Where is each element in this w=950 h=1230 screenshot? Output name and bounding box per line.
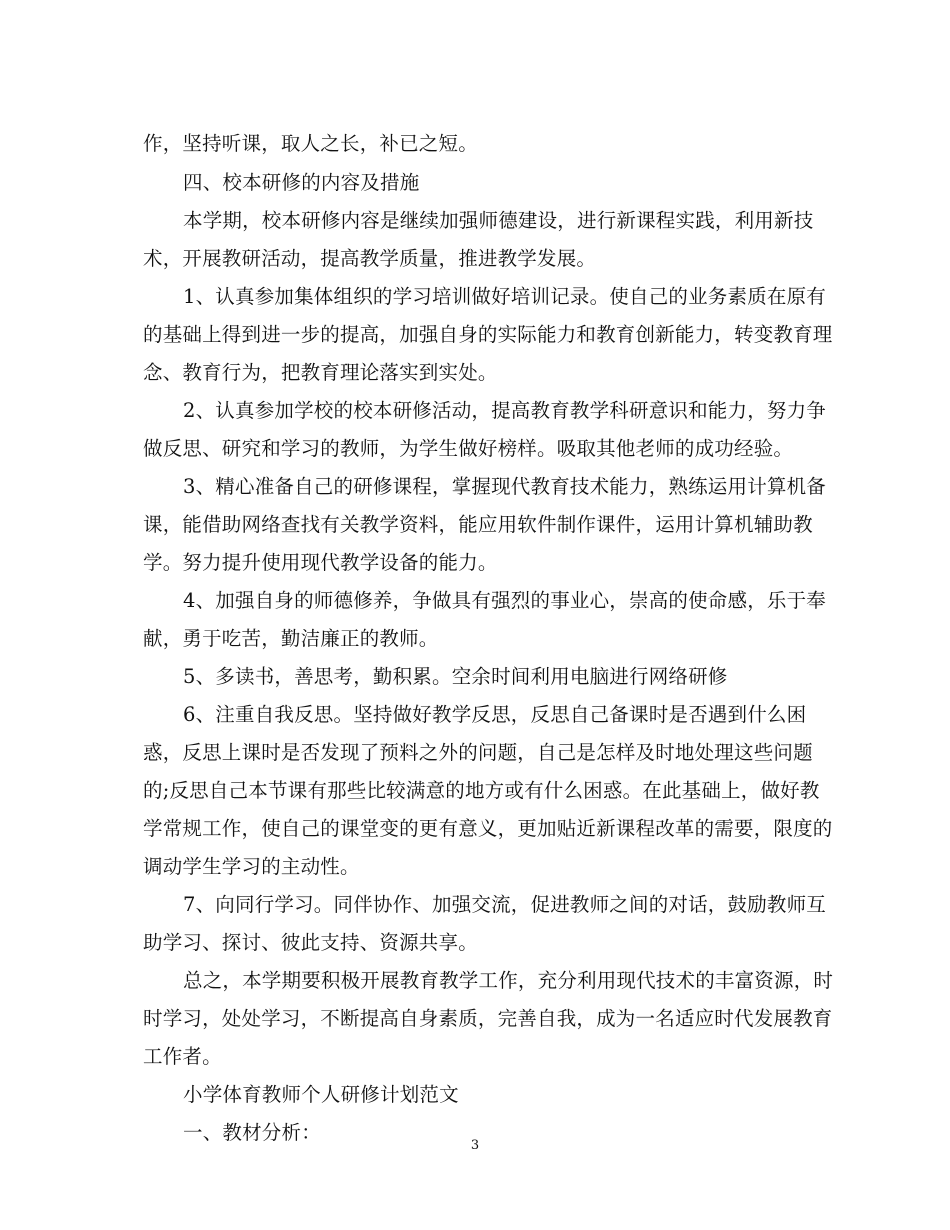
text-line: 惑，反思上课时是否发现了预料之外的问题，自己是怎样及时地处理这些问题 — [143, 741, 813, 764]
text-line: 1、认真参加集体组织的学习培训做好培训记录。使自己的业务素质在原有 — [183, 285, 827, 308]
text-line: 课，能借助网络查找有关教学资料，能应用软件制作课件，运用计算机辅助教 — [143, 513, 813, 536]
text-line: 的基础上得到进一步的提高，加强自身的实际能力和教育创新能力，转变教育理 — [143, 323, 833, 346]
section-heading: 一、教材分析： — [183, 1121, 321, 1144]
document-title: 小学体育教师个人研修计划范文 — [183, 1083, 459, 1106]
text-line: 4、加强自身的师德修养，争做具有强烈的事业心，崇高的使命感，乐于奉 — [183, 589, 827, 612]
text-line: 5、多读书，善思考，勤积累。空余时间利用电脑进行网络研修 — [183, 665, 728, 688]
text-line: 总之，本学期要积极开展教育教学工作，充分利用现代技术的丰富资源，时 — [183, 969, 834, 992]
text-line: 献，勇于吃苦，勤洁廉正的教师。 — [143, 627, 439, 650]
text-line: 助学习、探讨、彼此支持、资源共享。 — [143, 931, 478, 954]
text-line: 念、教育行为，把教育理论落实到实处。 — [143, 361, 498, 384]
text-line: 做反思、研究和学习的教师，为学生做好榜样。吸取其他老师的成功经验。 — [143, 437, 794, 460]
text-line: 学常规工作，使自己的课堂变的更有意义，更加贴近新课程改革的需要，限度的 — [143, 817, 833, 840]
text-line: 调动学生学习的主动性。 — [143, 855, 360, 878]
text-line: 2、认真参加学校的校本研修活动，提高教育教学科研意识和能力，努力争 — [183, 399, 827, 422]
text-line: 学。努力提升使用现代教学设备的能力。 — [143, 551, 498, 574]
page-number: 3 — [470, 1138, 480, 1153]
text-line: 本学期，校本研修内容是继续加强师德建设，进行新课程实践，利用新技 — [183, 209, 814, 232]
text-line: 术，开展教研活动，提高教学质量，推进教学发展。 — [143, 247, 597, 270]
text-line: 6、注重自我反思。坚持做好教学反思，反思自己备课时是否遇到什么困 — [183, 703, 807, 726]
text-line: 工作者。 — [143, 1045, 222, 1068]
text-line: 3、精心准备自己的研修课程，掌握现代教育技术能力，熟练运用计算机备 — [183, 475, 827, 498]
text-line: 的;反思自己本节课有那些比较满意的地方或有什么困惑。在此基础上，做好教 — [143, 779, 820, 802]
section-heading: 四、校本研修的内容及措施 — [183, 171, 420, 194]
text-line: 7、向同行学习。同伴协作、加强交流，促进教师之间的对话，鼓励教师互 — [183, 893, 827, 916]
text-line: 作，坚持听课，取人之长，补已之短。 — [143, 132, 478, 155]
text-line: 时学习，处处学习，不断提高自身素质，完善自我，成为一名适应时代发展教育 — [143, 1007, 833, 1030]
